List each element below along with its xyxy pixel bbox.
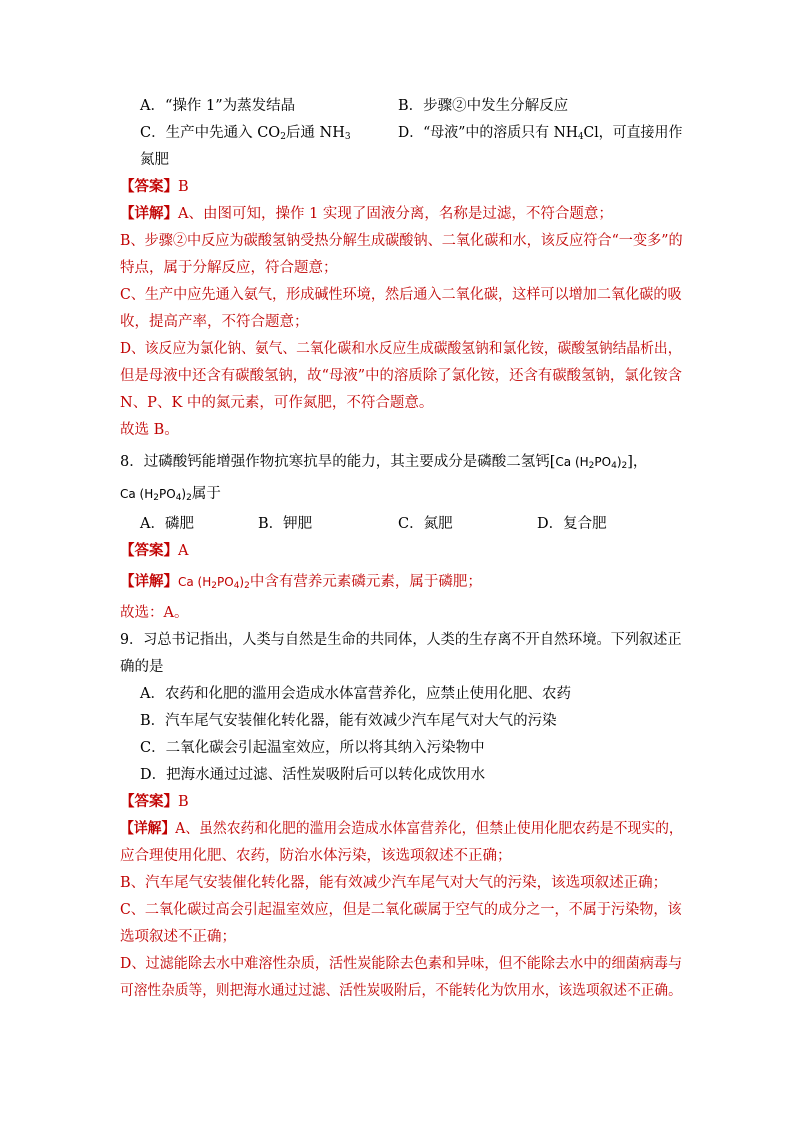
q7-detail-line-7: 但是母液中还含有碳酸氢钠，故“母液”中的溶质除了氯化铵，还含有碳酸氢钠，氯化铵含 [120,368,682,384]
q8-detail: 【详解】Ca $(H_2PO_4)_2$中含有营养元素磷元素，属于磷肥； [120,573,482,591]
q9-detail-line-5: 选项叙述不正确； [120,929,236,945]
q7-option-d: D．“母液”中的溶质只有 $NH_4Cl$，可直接用作 [398,125,683,142]
q9-detail-line-3: B、汽车尾气安装催化转化器，能有效减少汽车尾气对大气的污染，该选项叙述正确； [120,875,668,891]
q8-option-c: C．氮肥 [398,516,453,532]
q7-detail-conclusion: 故选 B。 [120,422,179,438]
q8-option-a: A．磷肥 [140,516,194,532]
q9-stem-line-2: 确的是 [120,659,164,675]
q7-detail-line-3: 特点，属于分解反应，符合题意； [120,260,338,276]
q9-detail-line-2: 应合理使用化肥、农药，防治水体污染，该选项叙述不正确； [120,848,512,864]
q9-stem-line-1: 9．习总书记指出，人类与自然是生命的共同体，人类的生存离不开自然环境。下列叙述正 [120,632,682,648]
q7-answer: 【答案】B [120,178,189,195]
q7-option-c: C．生产中先通入 $CO_2$后通 $NH_3$ [140,125,351,142]
q7-detail-line-5: 收，提高产率，不符合题意； [120,314,309,330]
q9-answer: 【答案】B [120,793,189,810]
q8-stem-line-1: 8．过磷酸钙能增强作物抗寒抗旱的能力，其主要成分是磷酸二氢钙[Ca $(H_2PO_4)_2$]， [120,454,648,471]
q7-option-b: B．步骤②中发生分解反应 [398,98,569,114]
q8-stem-line-2: Ca $(H_2PO_4)_2$属于 [120,486,221,503]
q7-detail-line-8: N、P、K 中的氮元素，可作氮肥，不符合题意。 [120,395,434,411]
q9-option-d: D．把海水通过过滤、活性炭吸附后可以转化成饮用水 [140,767,486,783]
q9-detail-line-4: C、二氧化碳过高会引起温室效应，但是二氧化碳属于空气的成分之一，不属于污染物，该 [120,902,682,918]
q7-detail-line-6: D、该反应为氯化钠、氨气、二氧化碳和水反应生成碳酸氢钠和氯化铵，碳酸氢钠结晶析出， [120,341,682,357]
q9-detail-line-1: 【详解】A、虽然农药和化肥的滥用会造成水体富营养化，但禁止使用化肥农药是不现实的， [120,820,683,837]
q8-formula: Ca $(H_2PO_4)_2$ [555,455,628,471]
q9-detail-line-7: 可溶性杂质等，则把海水通过过滤、活性炭吸附后，不能转化为饮用水，该选项叙述不正确。 [120,983,682,999]
q9-option-c: C．二氧化碳会引起温室效应，所以将其纳入污染物中 [140,740,485,756]
q7-option-d-continued: 氮肥 [140,152,169,168]
q9-option-b: B．汽车尾气安装催化转化器，能有效减少汽车尾气对大气的污染 [140,713,557,729]
q7-detail-line-1: 【详解】A、由图可知，操作 1 实现了固液分离，名称是过滤，不符合题意； [120,205,613,222]
q8-detail-formula: Ca $(H_2PO_4)_2$ [178,575,250,591]
q7-detail-line-4: C、生产中应先通入氨气，形成碱性环境，然后通入二氧化碳，这样可以增加二氧化碳的吸 [120,287,682,303]
q9-option-a: A．农药和化肥的滥用会造成水体富营养化，应禁止使用化肥、农药 [140,686,571,702]
q8-option-d: D．复合肥 [537,516,607,532]
q8-formula-2: Ca $(H_2PO_4)_2$ [120,487,192,503]
q9-detail-line-6: D、过滤能除去水中难溶性杂质，活性炭能除去色素和异味，但不能除去水中的细菌病毒与 [120,956,683,972]
q8-option-b: B．钾肥 [258,516,313,532]
q7-detail-line-2: B、步骤②中反应为碳酸氢钠受热分解生成碳酸钠、二氧化碳和水，该反应符合“一变多”的 [120,233,683,249]
q7-option-a: A．“操作 1”为蒸发结晶 [140,98,296,114]
q8-detail-conclusion: 故选：A。 [120,605,189,621]
q8-answer: 【答案】A [120,542,189,559]
